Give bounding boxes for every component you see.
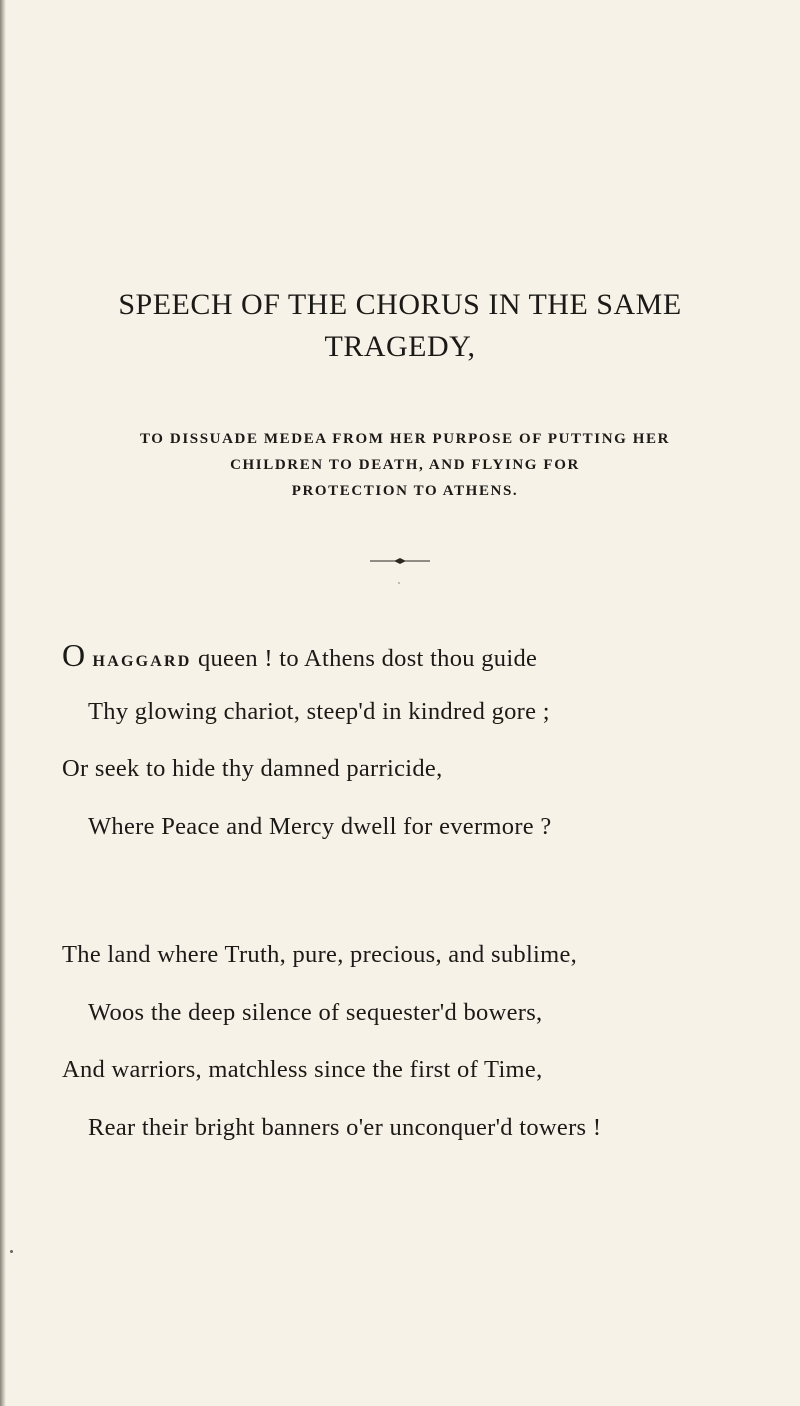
page-title-continued: TRAGEDY, xyxy=(324,330,476,363)
subtitle-line: PROTECTION TO ATHENS. xyxy=(291,483,519,499)
verse-line: And warriors, matchless since the first of Time, xyxy=(62,1056,543,1083)
verse-line: The land where Truth, pure, precious, and sublime, xyxy=(62,941,578,968)
page-binding-edge xyxy=(0,0,6,1406)
verse-line: Or seek to hide thy damned parricide, xyxy=(62,755,443,782)
verse-line: Thy glowing chariot, steep'd in kindred gore ; xyxy=(88,698,550,725)
decorative-rule-icon xyxy=(370,557,430,565)
subtitle-line: CHILDREN TO DEATH, AND FLYING FOR xyxy=(230,457,580,473)
small-caps-word: HAGGARD xyxy=(92,653,192,670)
subtitle xyxy=(60,426,750,504)
verse-line xyxy=(62,637,538,677)
paper-speck xyxy=(398,582,400,584)
verse-line: Rear their bright banners o'er unconquer'd towers ! xyxy=(88,1114,602,1141)
verse-text: queen ! to Athens dost thou guide xyxy=(191,645,538,672)
paper-speck xyxy=(10,1250,13,1253)
verse-line: Where Peace and Mercy dwell for evermore ? xyxy=(88,813,552,840)
verse-line: Woos the deep silence of sequester'd bowers, xyxy=(88,999,543,1026)
page-title: SPEECH OF THE CHORUS IN THE SAME xyxy=(118,288,682,321)
drop-cap: O xyxy=(62,637,87,673)
subtitle-line: TO DISSUADE MEDEA FROM HER PURPOSE OF PUTTING HER xyxy=(139,431,671,447)
